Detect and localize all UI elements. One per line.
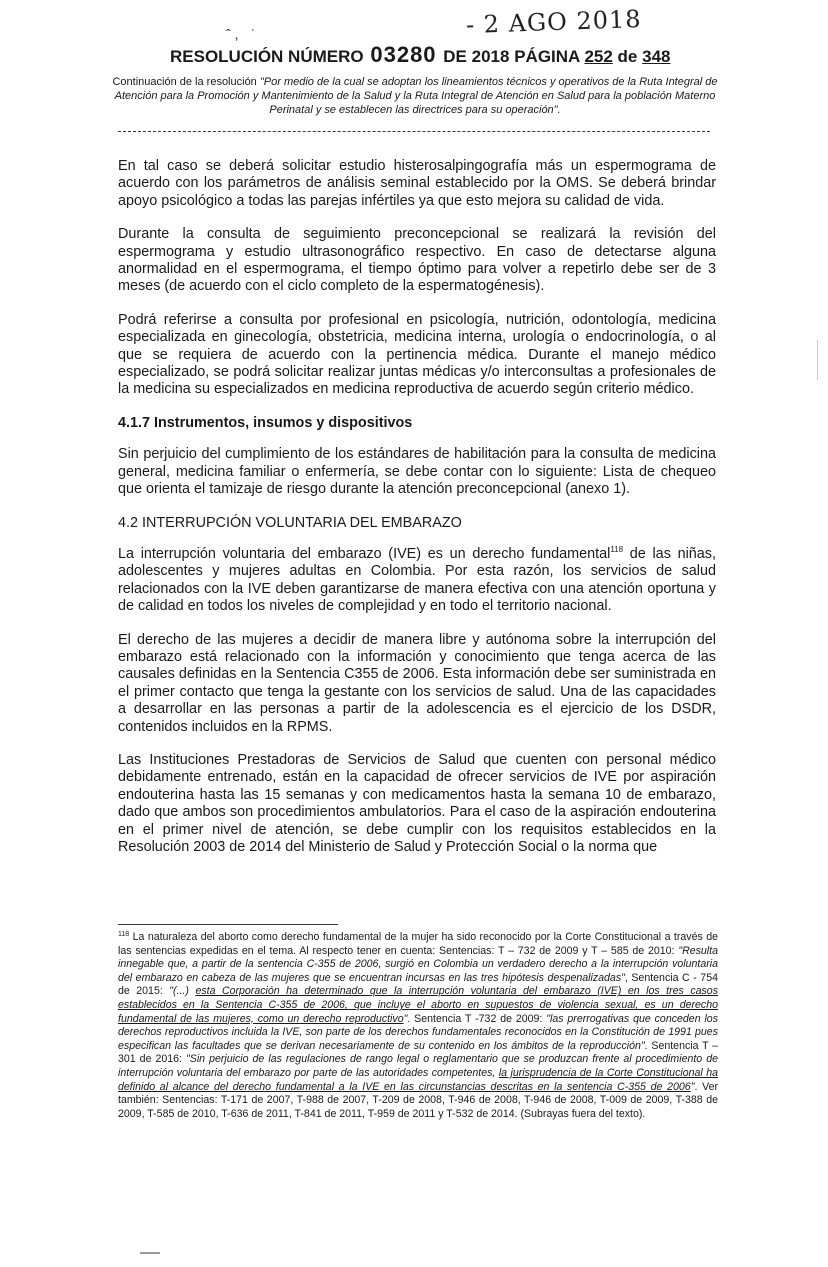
document-body bbox=[118, 158, 716, 872]
resolution-number-stamp: 03280 bbox=[370, 42, 437, 67]
footnote-quote: "Sin perjuicio de las regulaciones de rango legal o reglamentario que se produzcan frente al procedimiento de interrupción voluntaria del embarazo por parte de las autoridades competentes, bbox=[118, 1053, 718, 1079]
scan-edge-mark bbox=[817, 340, 818, 380]
handwritten-date: - 2 AGO 2018 bbox=[465, 4, 642, 40]
footnote-text: . Sentencia T – 301 de 2016: bbox=[118, 1039, 719, 1066]
footnote-quote: "las prerrogativas que conceden los derechos reproductivos incluida la IVE, son parte de los derechos fundamentales reconocidos en la Constitución de 1991 pues especifican las facultades que se derivan necesariamente de su contenido en los ámbitos de la reproducción" bbox=[118, 1012, 718, 1052]
continuation-note bbox=[110, 75, 720, 117]
de-label: DE bbox=[443, 47, 467, 66]
page-number: 252 bbox=[584, 47, 613, 66]
footnote-text: La naturaleza del aborto como derecho fundamental de la mujer ha sido reconocido por la Corte Constitucional a través de las sentencias expedidas en el tema. Al respecto tener en cuenta: Sentencias: T – 732 de 2009 y T – 585 de 2010: bbox=[118, 931, 718, 957]
paragraph-ive-right-text-a: La interrupción voluntaria del embarazo (IVE) es un derecho fundamental bbox=[118, 545, 611, 562]
paragraph-infertility-study: En tal caso se deberá solicitar estudio histerosalpingografía más un espermograma de acuerdo con los parámetros de análisis seminal establecido por la OMS. Se deberá brindar apoyo psicológico a todas las parejas infértiles ya que esto mejora su calidad de vida. bbox=[118, 158, 716, 209]
of-label: de bbox=[617, 47, 638, 66]
paragraph-ive-right bbox=[118, 546, 716, 616]
header-divider bbox=[118, 131, 710, 132]
footnote-quote: " bbox=[690, 1080, 695, 1093]
continuation-quote: "Por medio de la cual se adoptan los lineamientos técnicos y operativos de la Ruta Integral de Atención para la Promoción y Mantenimiento de la Salud y la Ruta Integral de Atención en Salud para la población Materno Perinatal y se establecen las directrices para su operación". bbox=[114, 76, 718, 116]
footnote-underlined-quote: la jurisprudencia de la Corte Constitucional ha definido al alcance del derecho fundamental a la IVE en las circunstancias descritas en la sentencia C-355 de 2006 bbox=[118, 1066, 718, 1093]
paragraph-women-decision: El derecho de las mujeres a decidir de manera libre y autónoma sobre la interrupción del embarazo está relacionado con la información y conocimiento que tenga acerca de las causales definidas en la Sentencia C355 de 2006. Esta información debe ser suministrada en el primer contacto que tenga la gestante con los servicios de salud. Una de las capacidades a desarrollar en las personas a partir de la adolescencia es el ejercicio de los DSDR, contenidos incluidos en la RPMS. bbox=[118, 631, 716, 735]
paragraph-ive-right-text-b: de las niñas, adolescentes y mujeres adultas en Colombia. Por esta razón, los servicios de salud relacionados con la IVE deben garantizarse de manera efectiva con una atención oportuna y de calidad en todos los niveles de complejidad y en todo el territorio nacional. bbox=[118, 545, 716, 615]
section-heading-4-2: 4.2 INTERRUPCIÓN VOLUNTARIA DEL EMBARAZO bbox=[118, 514, 462, 531]
section-heading-4-1-7: 4.1.7 Instrumentos, insumos y dispositivos bbox=[118, 414, 413, 431]
footnote-text: . Sentencia T -732 de 2009: bbox=[407, 1012, 547, 1025]
page-label: PÁGINA bbox=[514, 47, 580, 66]
footnote-reference-118[interactable]: 118 bbox=[610, 544, 624, 554]
resolution-header bbox=[170, 42, 670, 68]
continuation-lead: Continuación de la resolución bbox=[112, 76, 257, 88]
footnote-quote: "(...) bbox=[169, 985, 196, 998]
paragraph-referrals: Podrá referirse a consulta por profesional en psicología, nutrición, odontología, medicina especializada en ginecología, obstetricia, medicina interna, urología o endocrinología, o al que se requiera de acuerdo con la pertinencia médica. Durante el manejo médico especializado, se podrá solicitar realizar juntas médicas y/o interconsultas a profesionales de la medicina su especializados en medicina reproductiva de acuerdo según criterio médico. bbox=[118, 311, 716, 398]
total-pages: 348 bbox=[642, 47, 671, 66]
footnote-quote: " bbox=[403, 1012, 408, 1025]
footnote-divider bbox=[118, 924, 338, 925]
handwritten-marks: ˆ, ˈ bbox=[226, 26, 260, 42]
footnote-118 bbox=[118, 931, 718, 1121]
footnote-number: 118 bbox=[118, 931, 130, 938]
footnote-text: . Ver también: Sentencias: T-171 de 2007, T-988 de 2007, T-209 de 2008, T-946 de 2008, T-946 de 2008, T-009 de 2009, T-388 de 2009, T-585 de 2010, T-636 de 2011, T-841 de 2011, T-959 de 2011 y T-532 de 2014. (Subrayas fuera del texto). bbox=[118, 1080, 718, 1120]
paragraph-health-institutions: Las Instituciones Prestadoras de Servicios de Salud que cuenten con personal médico debidamente entrenado, están en la capacidad de ofrecer servicios de IVE por aspiración endouterina hasta las 15 semanas y con medicamentos hasta la semana 10 de embarazo, dado que ambos son procedimientos ambulatorios. Para el caso de la aspiración endouterina en el primer nivel de atención, se debe cumplir con los requisitos establecidos en la Resolución 2003 de 2014 del Ministerio de Salud y Protección Social o la norma que bbox=[118, 751, 716, 855]
scan-smudge-mark bbox=[140, 1252, 160, 1254]
paragraph-instruments: Sin perjuicio del cumplimiento de los estándares de habilitación para la consulta de medicina general, medicina familiar o enfermería, se debe contar con lo siguiente: Lista de chequeo que orienta el tamizaje de riesgo durante la atención preconcepcional (anexo 1). bbox=[118, 446, 716, 498]
resolution-year: 2018 bbox=[471, 47, 510, 66]
footnote-text: , Sentencia C - 754 de 2015: bbox=[118, 971, 718, 998]
resolution-prefix: RESOLUCIÓN NÚMERO bbox=[170, 47, 364, 66]
paragraph-spermogram-followup: Durante la consulta de seguimiento preconcepcional se realizará la revisión del espermograma y estudio ultrasonográfico respectivo. En caso de detectarse alguna anormalidad en el espermograma, el tiempo óptimo para volver a repetirlo debe ser de 3 meses (de acuerdo con el ciclo completo de la espermatogénesis). bbox=[118, 226, 716, 295]
footnote-underlined-quote: esta Corporación ha determinado que la interrupción voluntaria del embarazo (IVE) en los tres casos establecidos en la Sentencia C-355 de 2006, que incluye el aborto en supuestos de violencia sexual, es un derecho fundamental de las mujeres, como un derecho reproductivo bbox=[118, 985, 718, 1025]
footnote-quote: "Resulta innegable que, a partir de la sentencia C-355 de 2006, surgió en Colombia un verdadero derecho a la interrupción voluntaria del embarazo en cabeza de las mujeres que se encuentran incursas en las tres hipótesis despenalizadas" bbox=[118, 944, 718, 984]
